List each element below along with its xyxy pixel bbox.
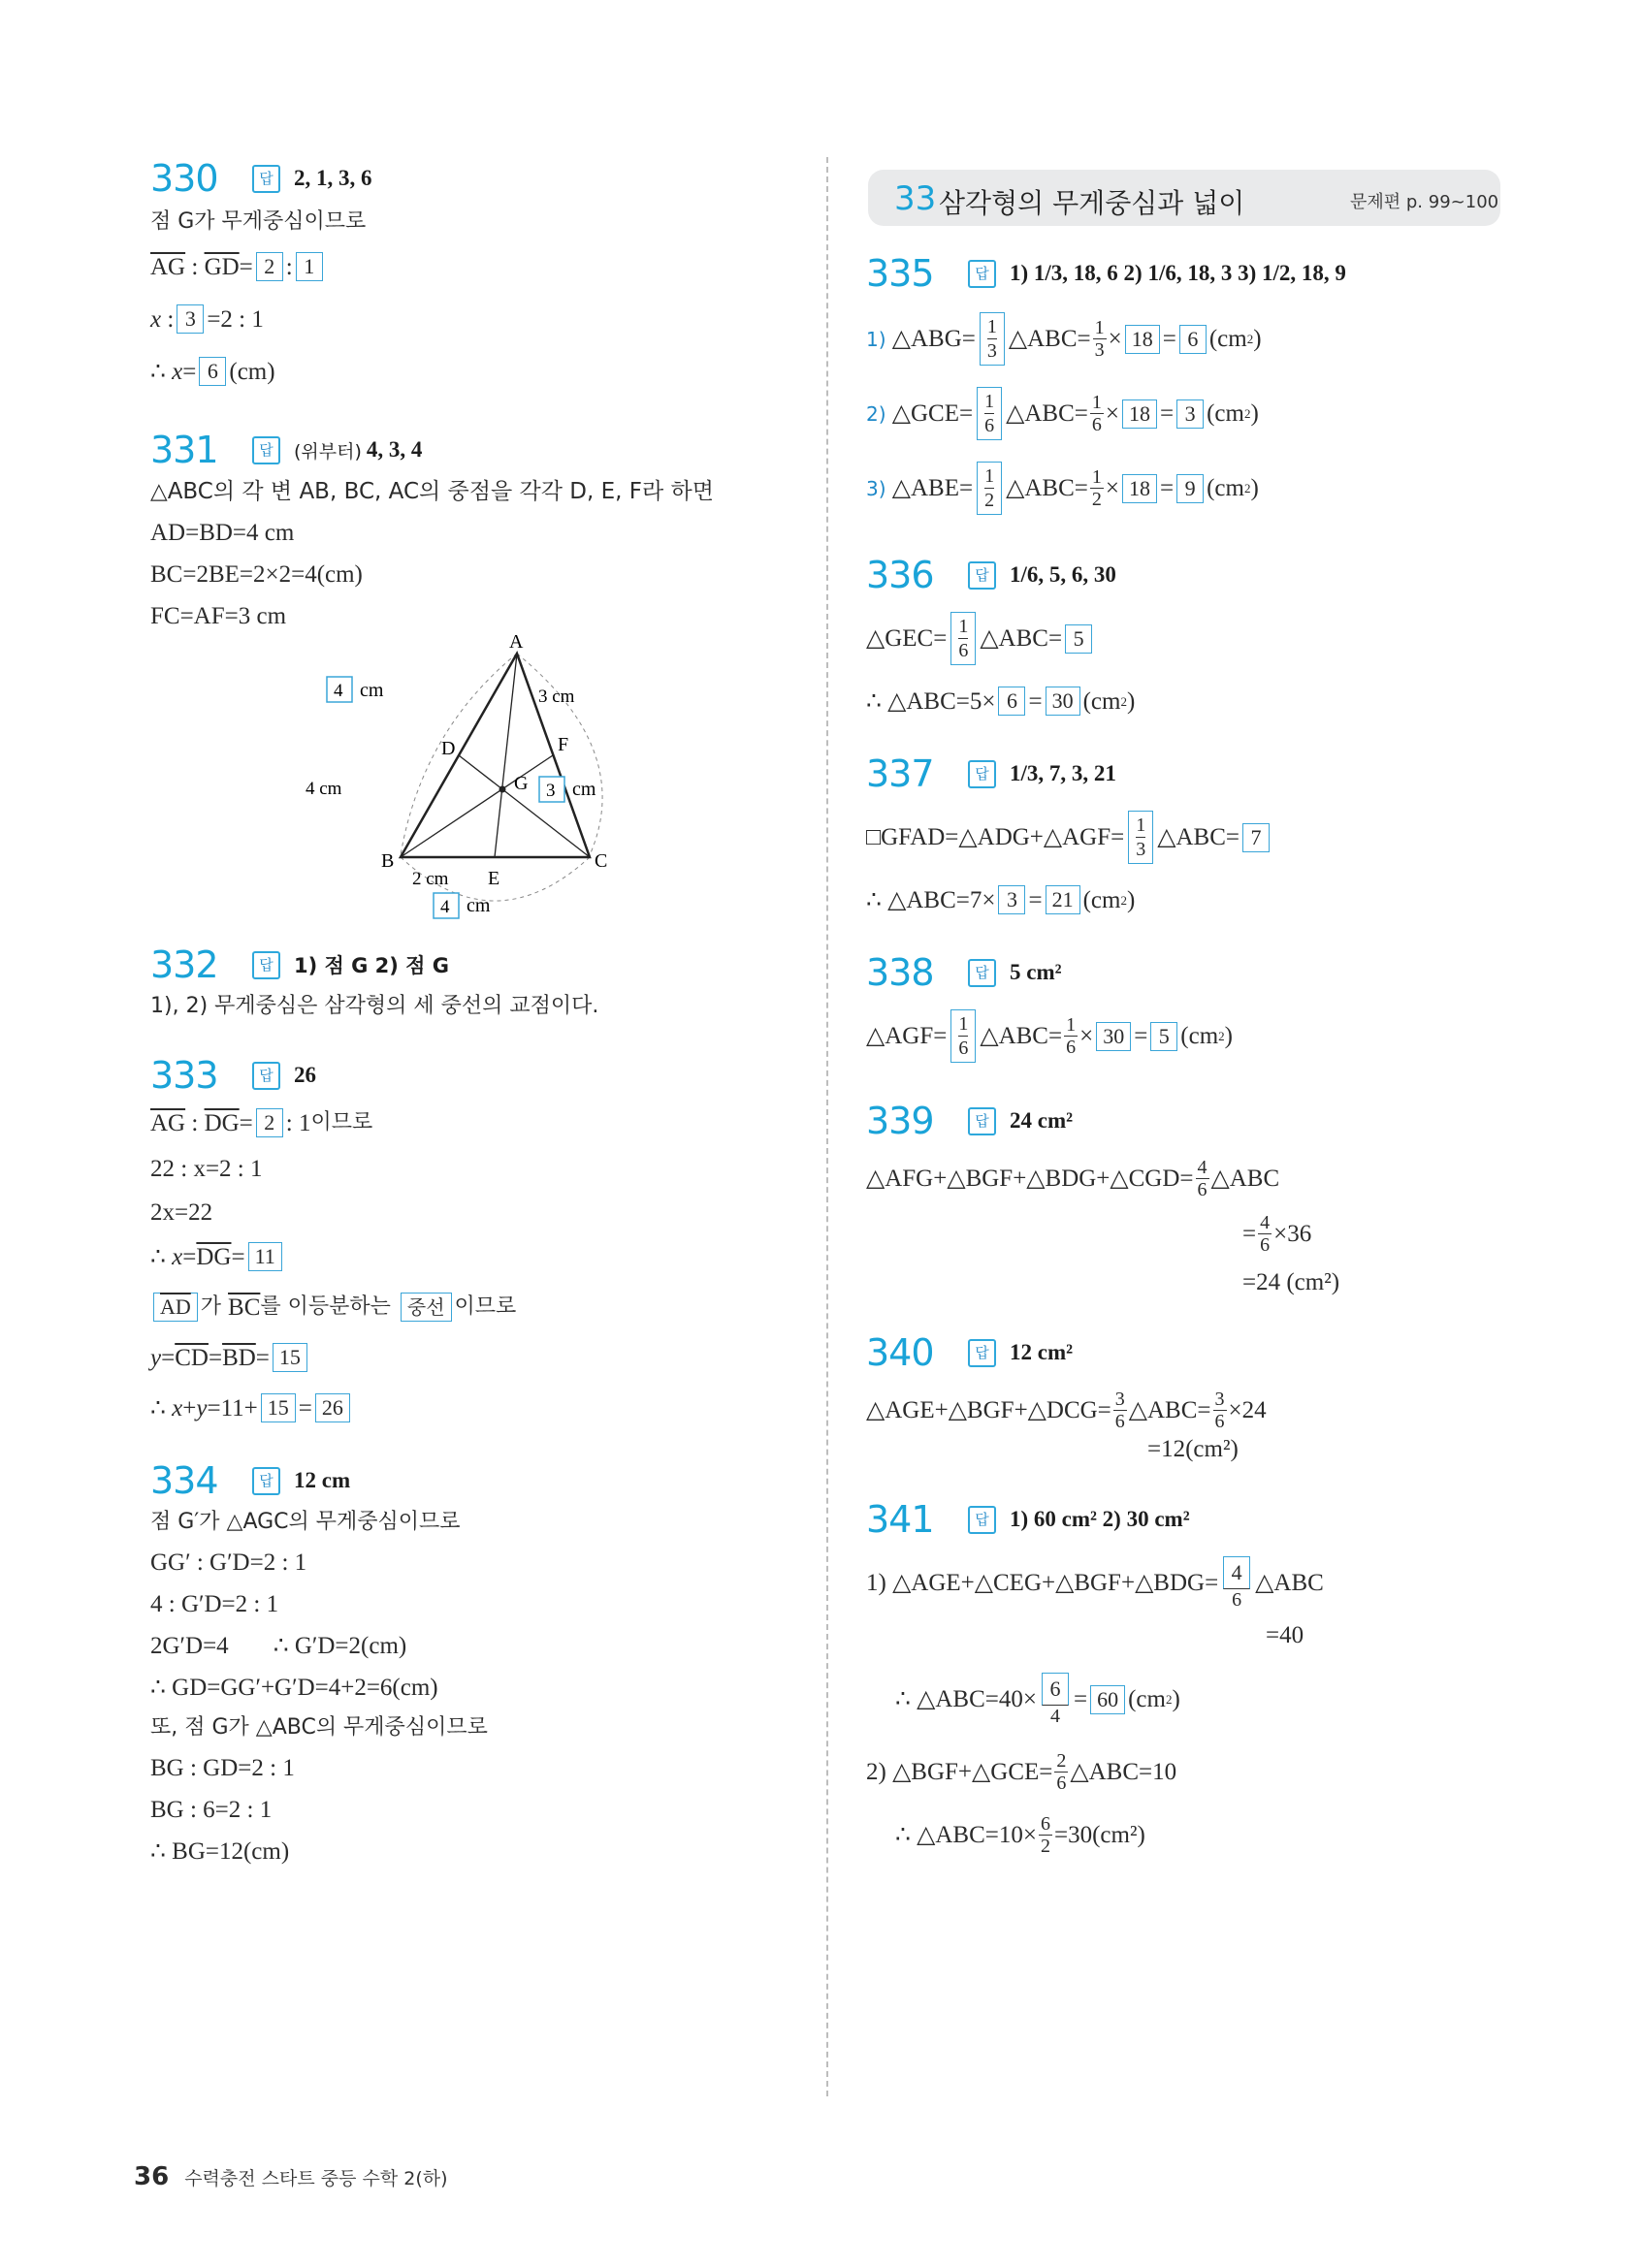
problem-334 [150,1457,829,1864]
solution-line: ∴ △ABC=5× 6 = 30 (cm 2 ) [866,687,1136,715]
solution-line: 4 : G′D=2 : 1 [150,1591,279,1617]
solution-line: 1) △AGE+△CEG+△BGF+△BDG= $\frac{4}{6}$ △ABC [866,1556,1506,1610]
answer-box: 2 [256,252,283,281]
problem-340 [866,1329,1506,1461]
answer-box: 18 [1125,325,1160,354]
answer-box: 1 6 [950,1009,976,1063]
answer-box: 21 [1046,885,1080,914]
problem-333 [150,1052,829,1422]
solution-line: ∴ x = $\overline{DG}$ = 11 [150,1242,829,1271]
vertex-label-b: B [381,850,395,872]
vertex-label-c: C [595,850,608,872]
solution-line: 22 : x=2 : 1 [150,1156,263,1182]
answer-text: 1/6, 5, 6, 30 [1010,562,1116,587]
answer-text: 1) 점 G 2) 점 G [294,954,450,977]
solution-part: ∴ G′D=2(cm) [273,1633,407,1659]
problem-number: 332 [150,943,218,986]
solution-part: =30(cm²) [1053,1822,1145,1848]
triangle-figure [306,631,664,925]
solution-line: △ABC의 각 변 AB, BC, AC의 중점을 각각 D, E, F라 하면 [150,479,714,504]
solution-line: =24 (cm²) [1242,1269,1340,1295]
problem-330 [150,155,829,386]
answer-text: 1) 1/3, 18, 6 2) 1/6, 18, 3 3) 1/2, 18, 9 [1010,261,1346,285]
problem-number: 339 [866,1100,934,1142]
solution-line: $\overline{AG}$ : $\overline{GD}$ = 2 : 1 [150,252,829,281]
page-footer [134,2162,448,2191]
problem-335 [866,250,1506,515]
solution-line: 3) △ABE= 1 2 △ABC= $\frac{1}{2}$ × 18 = 9 (cm 2 ) [866,462,1506,515]
answer-box: 1 3 [1128,811,1153,864]
solution-line: ∴ △ABC=10× $\frac{6}{2}$ =30(cm²) [895,1813,1145,1857]
answer-text: 2, 1, 3, 6 [294,166,372,190]
book-title: 수력충전 스타트 중등 수학 2(하) [184,2168,448,2189]
vertex-label-e: E [488,868,500,889]
solution-line: y = $\overline{CD}$ = $\overline{BD}$ = 15 [150,1343,829,1372]
solution-line [150,1634,829,1658]
problem-number: 337 [866,752,934,795]
answer-box: 11 [248,1242,282,1271]
answer-badge: 답 [968,1339,996,1367]
answer-box: 60 [1090,1685,1125,1714]
answer-badge: 답 [968,959,996,987]
answer-text: 5 cm² [1010,960,1062,984]
unit-label: cm [360,680,384,701]
answer-badge: 답 [968,1506,996,1534]
section-number: 33 [894,179,937,218]
answer-box: $\overline{AD}$ [153,1293,198,1322]
problem-number: 336 [866,554,934,596]
answer-box: 6 [1042,1673,1069,1706]
solution-line: 또, 점 G가 △ABC의 무게중심이므로 [150,1715,488,1740]
answer-box: 1 3 [980,312,1005,366]
answer-box: 6 [199,357,226,386]
median-ae [495,654,517,857]
solution-line: □GFAD=△ADG+△AGF= 1 3 △ABC= 7 [866,811,1506,864]
problem-number: 335 [866,252,934,295]
answer-box: 9 [1176,474,1204,503]
solution-line: ∴ x + y =11+ 15 = 26 [150,1393,829,1422]
problem-number: 330 [150,157,218,200]
answer-box: 7 [1242,823,1270,852]
solution-line: 2) △GCE= 1 6 △ABC= $\frac{1}{6}$ × 18 = 3 (cm 2 ) [866,387,1506,440]
answer-box: 5 [1150,1022,1177,1051]
solution-line: $\overline{AG}$ : $\overline{DG}$ = 2 : 1 이므로 [150,1109,373,1136]
solution-part: 1) △AGE+△CEG+△BGF+△BDG= [866,1570,1219,1596]
answer-box: 6 [1179,325,1207,354]
answer-text: 12 cm² [1010,1340,1074,1364]
solution-line: ∴ BG=12(cm) [150,1838,290,1865]
answer-badge: 답 [252,1467,280,1495]
solution-line: BC=2BE=2×2=4(cm) [150,561,363,588]
problem-number: 341 [866,1498,934,1541]
page-number: 36 [134,2162,170,2191]
problem-number: 338 [866,951,934,994]
answer-box: 6 [998,687,1025,716]
solution-line: ∴ △ABC=40× $\frac{6}{4}$ = 60 (cm 2 ) [866,1673,1506,1726]
solution-line: △AGF= 1 6 △ABC= $\frac{1}{6}$ × 30 = 5 (cm 2 ) [866,1009,1506,1063]
answer-text: 12 cm [294,1468,351,1492]
solution-line: =12(cm²) [1147,1436,1239,1462]
answer-badge: 답 [968,260,996,288]
problem-number: 334 [150,1459,218,1502]
solution-line: = $\frac{4}{6}$ ×36 [1242,1212,1312,1256]
answer-box: 1 2 [977,462,1002,515]
answer-box: 15 [261,1393,296,1422]
answer-box-value: 4 [440,897,450,917]
answer-box: 26 [315,1393,350,1422]
solution-line: △GEC= 1 6 △ABC= 5 [866,612,1506,665]
problem-338 [866,949,1506,1063]
answer-badge: 답 [968,561,996,590]
answer-box: 30 [1096,1022,1131,1051]
answer-box: 5 [1065,624,1092,654]
solution-line: =40 [1266,1622,1304,1648]
length-label-bd: 4 cm [306,779,342,799]
unit-label: cm [572,779,596,800]
answer-badge: 답 [968,1107,996,1135]
solution-line: FC=AF=3 cm [150,603,287,629]
answer-box: 중선 [401,1293,452,1322]
left-column [150,155,829,1864]
right-column [866,250,1506,1856]
problem-341 [866,1496,1506,1856]
solution-part: 2) △BGF+△GCE= [866,1759,1053,1785]
answer-box: 30 [1046,687,1080,716]
answer-box-value: 3 [546,781,556,801]
problem-332 [150,942,829,1017]
section-title: 삼각형의 무게중심과 넓이 [939,187,1245,219]
answer-badge: 답 [252,951,280,979]
solution-line: 1) △ABG= 1 3 △ABC= $\frac{1}{3}$ × 18 = 6 (cm 2 ) [866,312,1506,366]
solution-line: 1), 2) 무게중심은 삼각형의 세 중선의 교점이다. [150,994,599,1018]
answer-box: 1 6 [950,612,976,665]
answer-badge: 답 [968,760,996,788]
answer-badge: 답 [252,165,280,193]
problem-331 [150,427,829,930]
answer-text: 1/3, 7, 3, 21 [1010,761,1116,785]
length-label-af: 3 cm [538,687,575,707]
solution-part: 2G′D=4 [150,1633,229,1659]
problem-336 [866,552,1506,716]
centroid-label: G [514,773,529,794]
answer-box-value: 4 [334,681,343,701]
problem-337 [866,751,1506,914]
answer-text: 1) 60 cm² 2) 30 cm² [1010,1507,1190,1531]
median-bf [401,755,553,857]
solution-line: ∴ △ABC=7× 3 = 21 (cm 2 ) [866,886,1136,913]
answer-box: 1 [296,252,323,281]
vertex-label-a: A [509,631,524,653]
answer-box: 2 [256,1108,283,1137]
answer-text: 26 [294,1063,316,1087]
answer-box: 3 [998,885,1025,914]
answer-prefix: (위부터) [294,440,362,463]
vertex-label-f: F [558,734,569,755]
solution-line: ∴ x = 6 (cm) [150,358,275,385]
answer-box: 18 [1122,474,1157,503]
solution-line: 2x=22 [150,1199,213,1226]
length-label-be: 2 cm [412,869,449,889]
solution-line: 점 G가 무게중심이므로 [150,209,367,234]
answer-text: 24 cm² [1010,1108,1074,1133]
solution-line: $\overline{AD}$ 가 $\overline{BC}$ 를 이등분하는 중선 이므로 [150,1293,829,1322]
solution-line: △AFG+△BGF+△BDG+△CGD= $\frac{4}{6}$ △ABC [866,1157,1280,1200]
problem-339 [866,1098,1506,1294]
answer-badge: 답 [252,1062,280,1090]
solution-line: ∴ GD=GG′+G′D=4+2=6(cm) [150,1675,438,1701]
solution-line: 2) △BGF+△GCE= $\frac{2}{6}$ △ABC=10 [866,1750,1177,1794]
centroid-point [499,786,506,793]
median-cd [459,755,590,857]
problem-number: 331 [150,429,218,471]
answer-box: 18 [1122,399,1157,429]
solution-line: BG : GD=2 : 1 [150,1755,295,1781]
triangle-abc [401,654,590,857]
answer-box: 4 [1223,1556,1250,1589]
problem-number: 340 [866,1331,934,1374]
answer-box: 15 [273,1343,307,1372]
solution-part: △ABC=10 [1070,1759,1177,1785]
section-reference: 문제편 p. 99~100 [1350,192,1499,212]
solution-line: BG : 6=2 : 1 [150,1797,273,1823]
answer-box: 1 6 [977,387,1002,440]
solution-part: △AFG+△BGF+△BDG+△CGD= [866,1166,1194,1192]
vertex-label-d: D [441,738,456,759]
answer-box: 3 [177,304,204,334]
solution-line: 점 G′가 △AGC의 무게중심이므로 [150,1510,461,1534]
solution-line: △AGE+△BGF+△DCG= $\frac{3}{6}$ △ABC= $\frac{3}{6}$ ×24 [866,1389,1267,1432]
solution-line: GG′ : G′D=2 : 1 [150,1549,307,1576]
solution-line: AD=BD=4 cm [150,520,295,546]
answer-box: 3 [1176,399,1204,429]
answer-badge: 답 [252,436,280,464]
problem-number: 333 [150,1054,218,1097]
solution-part: △AGE+△BGF+△DCG= [866,1397,1111,1423]
answer-text: 4, 3, 4 [366,437,423,462]
unit-label: cm [467,895,491,916]
solution-line: x : 3 =2 : 1 [150,305,264,333]
